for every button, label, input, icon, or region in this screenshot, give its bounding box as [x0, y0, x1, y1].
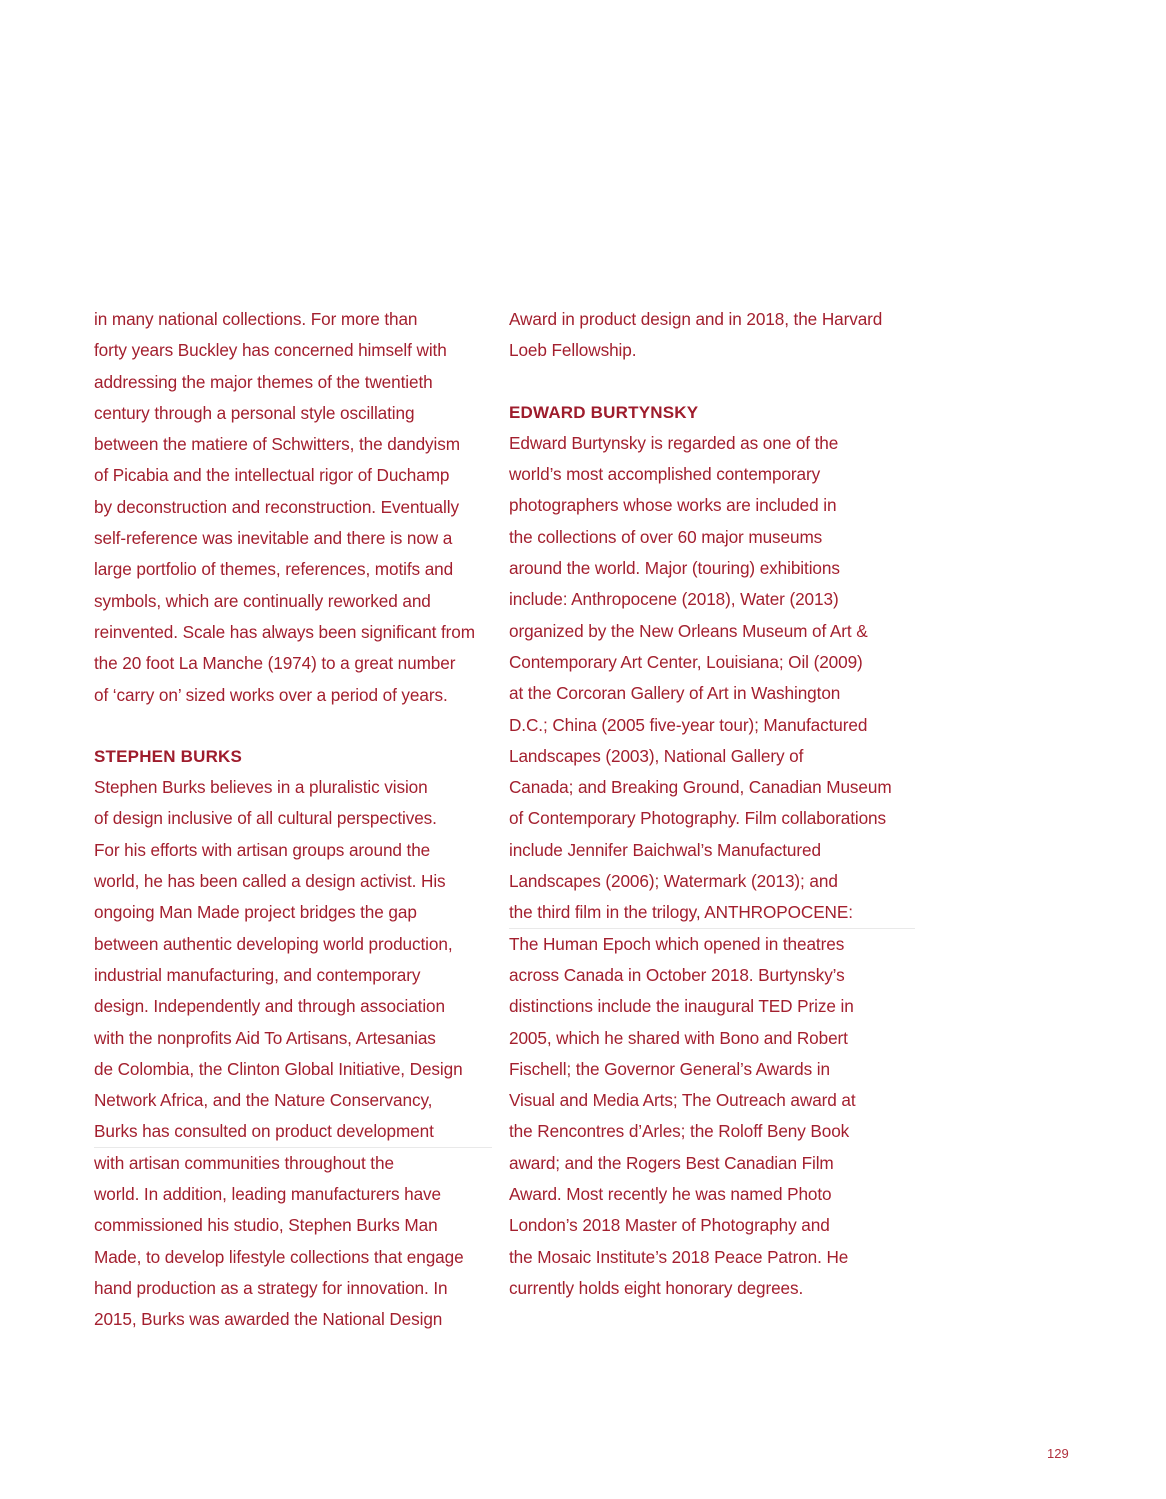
text-line: reinvented. Scale has always been significant from	[94, 621, 475, 642]
text-line: photographers whose works are included in	[509, 495, 837, 516]
text-line: distinctions include the inaugural TED Prize in	[509, 996, 854, 1017]
text-line: of Contemporary Photography. Film collaborations	[509, 808, 887, 829]
text-line: the collections of over 60 major museums	[509, 526, 823, 547]
text-line: Landscapes (2006); Watermark (2013); and	[509, 871, 838, 892]
edward-burtynsky-bio	[509, 428, 919, 1304]
text-line: include Jennifer Baichwal’s Manufactured	[509, 839, 821, 860]
text-line: in many national collections. For more than	[94, 309, 418, 329]
text-line: D.C.; China (2005 five-year tour); Manufactured	[509, 714, 868, 735]
text-line: at the Corcoran Gallery of Art in Washington	[509, 683, 841, 704]
text-line: between the matiere of Schwitters, the dandyism	[94, 434, 460, 455]
text-line: large portfolio of themes, references, motifs and	[94, 559, 454, 580]
stephen-burks-bio	[94, 772, 494, 1335]
text-line: of ‘carry on’ sized works over a period of years.	[94, 684, 448, 705]
text-line: industrial manufacturing, and contemporary	[94, 964, 421, 985]
text-line: Made, to develop lifestyle collections that engage	[94, 1246, 464, 1267]
text-line: the 20 foot La Manche (1974) to a great number	[94, 653, 456, 674]
stephen-burks-bio-continued	[509, 304, 919, 367]
text-line: between authentic developing world production,	[94, 933, 453, 954]
text-line: self-reference was inevitable and there is now a	[94, 528, 453, 549]
edward-burtynsky-heading: EDWARD BURTYNSKY	[509, 402, 699, 422]
text-line: currently holds eight honorary degrees.	[509, 1277, 804, 1298]
text-line: Loeb Fellowship.	[509, 340, 637, 361]
section-spacer	[94, 711, 494, 741]
text-line: Visual and Media Arts; The Outreach award at	[509, 1090, 856, 1111]
divider-rule	[94, 1147, 492, 1148]
text-line: Burks has consulted on product development	[94, 1121, 434, 1142]
left-column	[94, 304, 494, 1336]
text-line: century through a personal style oscillating	[94, 402, 415, 423]
text-line: Award. Most recently he was named Photo	[509, 1184, 832, 1205]
text-line: addressing the major themes of the twentieth	[94, 371, 433, 392]
divider-rule	[509, 928, 915, 929]
text-line: by deconstruction and reconstruction. Eventually	[94, 496, 459, 517]
text-line: Contemporary Art Center, Louisiana; Oil (2009)	[509, 651, 863, 672]
text-line: Fischell; the Governor General’s Awards in	[509, 1058, 830, 1079]
text-line: Stephen Burks believes in a pluralistic vision	[94, 777, 428, 798]
text-line: the Mosaic Institute’s 2018 Peace Patron. He	[509, 1246, 849, 1267]
text-line: the third film in the trilogy, ANTHROPOCENE:	[509, 902, 853, 923]
text-line: Canada; and Breaking Ground, Canadian Museum	[509, 777, 892, 798]
text-line: of design inclusive of all cultural perspectives.	[94, 808, 437, 829]
text-line: with the nonprofits Aid To Artisans, Artesanias	[94, 1027, 436, 1048]
buckley-bio-continued	[94, 304, 494, 711]
text-line: London’s 2018 Master of Photography and	[509, 1215, 830, 1236]
text-line: de Colombia, the Clinton Global Initiative, Design	[94, 1058, 463, 1079]
text-line: award; and the Rogers Best Canadian Film	[509, 1152, 834, 1173]
text-line: with artisan communities throughout the	[94, 1152, 394, 1173]
text-line: world, he has been called a design activist. His	[94, 871, 446, 892]
text-line: 2005, which he shared with Bono and Robert	[509, 1027, 848, 1048]
text-line: organized by the New Orleans Museum of Art &	[509, 620, 868, 641]
text-line: design. Independently and through association	[94, 996, 445, 1017]
text-line: around the world. Major (touring) exhibitions	[509, 558, 840, 579]
text-line: of Picabia and the intellectual rigor of Duchamp	[94, 465, 450, 486]
text-line: include: Anthropocene (2018), Water (2013)	[509, 589, 839, 610]
text-line: Edward Burtynsky is regarded as one of the	[509, 432, 839, 453]
text-line: across Canada in October 2018. Burtynsky’s	[509, 964, 845, 985]
text-line: hand production as a strategy for innovation. In	[94, 1277, 448, 1298]
text-line: Landscapes (2003), National Gallery of	[509, 745, 804, 766]
text-line: commissioned his studio, Stephen Burks Man	[94, 1215, 438, 1236]
text-line: symbols, which are continually reworked and	[94, 590, 431, 611]
text-line: world’s most accomplished contemporary	[509, 464, 821, 485]
text-line: the Rencontres d’Arles; the Roloff Beny Book	[509, 1121, 850, 1142]
text-line: ongoing Man Made project bridges the gap	[94, 902, 417, 923]
text-line: The Human Epoch which opened in theatres	[509, 933, 845, 954]
section-spacer	[509, 367, 919, 397]
text-line: world. In addition, leading manufacturers have	[94, 1184, 441, 1205]
text-line: For his efforts with artisan groups around the	[94, 839, 431, 860]
text-line: Network Africa, and the Nature Conservancy,	[94, 1090, 433, 1111]
stephen-burks-heading: STEPHEN BURKS	[94, 746, 243, 766]
text-line: Award in product design and in 2018, the Harvard	[509, 309, 883, 329]
page-number: 129	[1047, 1446, 1069, 1461]
right-column	[509, 304, 919, 1304]
text-line: 2015, Burks was awarded the National Design	[94, 1309, 443, 1330]
text-line: forty years Buckley has concerned himself with	[94, 340, 447, 361]
